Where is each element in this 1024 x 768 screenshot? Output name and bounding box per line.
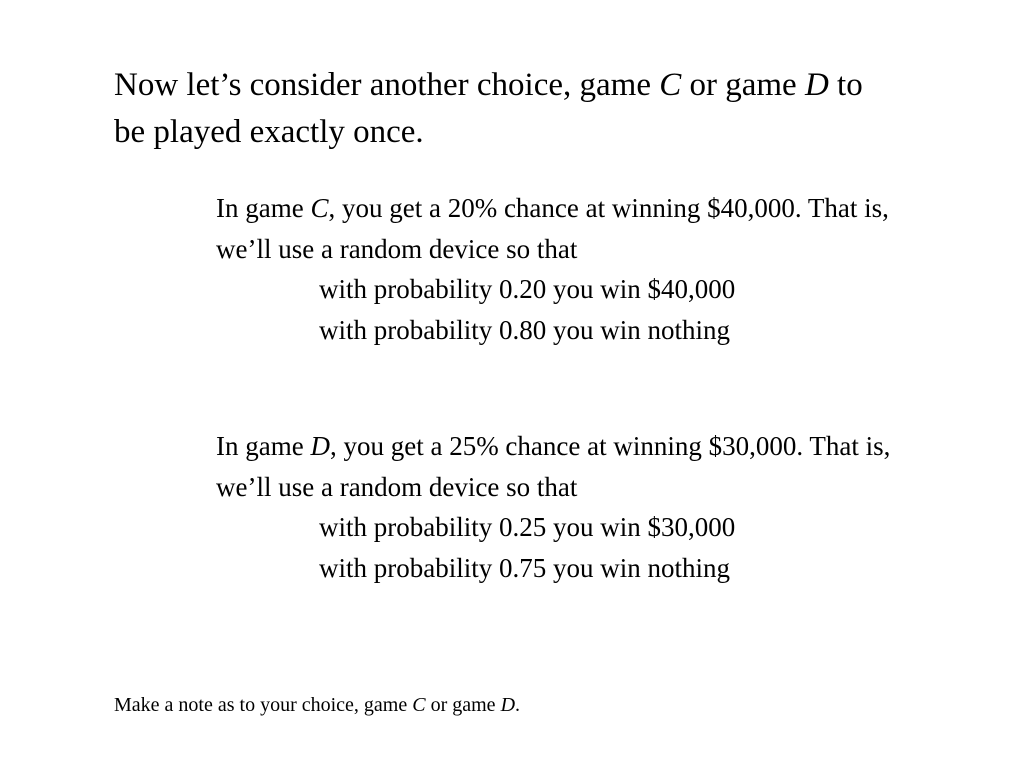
- intro-game-d-letter: D: [804, 67, 829, 103]
- game-c-outcome-lose: with probability 0.80 you win nothing: [319, 314, 730, 345]
- footer-note: [114, 691, 520, 719]
- footer-part2: or game: [425, 694, 501, 716]
- footer-part1: Make a note as to your choice, game: [114, 694, 413, 716]
- game-c-text: , you get a 20% chance at winning $40,000. That is, we’ll use a random device so that: [216, 193, 889, 264]
- game-c-letter: C: [310, 193, 329, 223]
- game-c-prefix: In game: [216, 193, 311, 223]
- game-d-outcome-lose: with probability 0.75 you win nothing: [319, 552, 730, 583]
- game-c-outcome-win: with probability 0.20 you win $40,000: [319, 274, 736, 304]
- footer-game-c-letter: C: [412, 694, 426, 716]
- intro-text: [114, 62, 894, 156]
- intro-game-c-letter: C: [659, 67, 682, 103]
- game-d-description: [216, 426, 916, 507]
- game-d-letter: D: [310, 431, 330, 461]
- game-d-prefix: In game: [216, 431, 311, 461]
- game-c-block: [216, 188, 916, 350]
- footer-game-d-letter: D: [500, 694, 516, 716]
- footer-part3: .: [515, 694, 521, 716]
- intro-part1: Now let’s consider another choice, game: [114, 67, 660, 103]
- game-d-outcome-win: with probability 0.25 you win $30,000: [319, 512, 736, 542]
- intro-part2: or game: [681, 67, 805, 103]
- intro-part3: to be played exactly once.: [114, 67, 863, 150]
- game-d-block: [216, 426, 916, 588]
- game-d-text: , you get a 25% chance at winning $30,000. That is, we’ll use a random device so that: [216, 431, 891, 502]
- game-c-description: [216, 188, 916, 269]
